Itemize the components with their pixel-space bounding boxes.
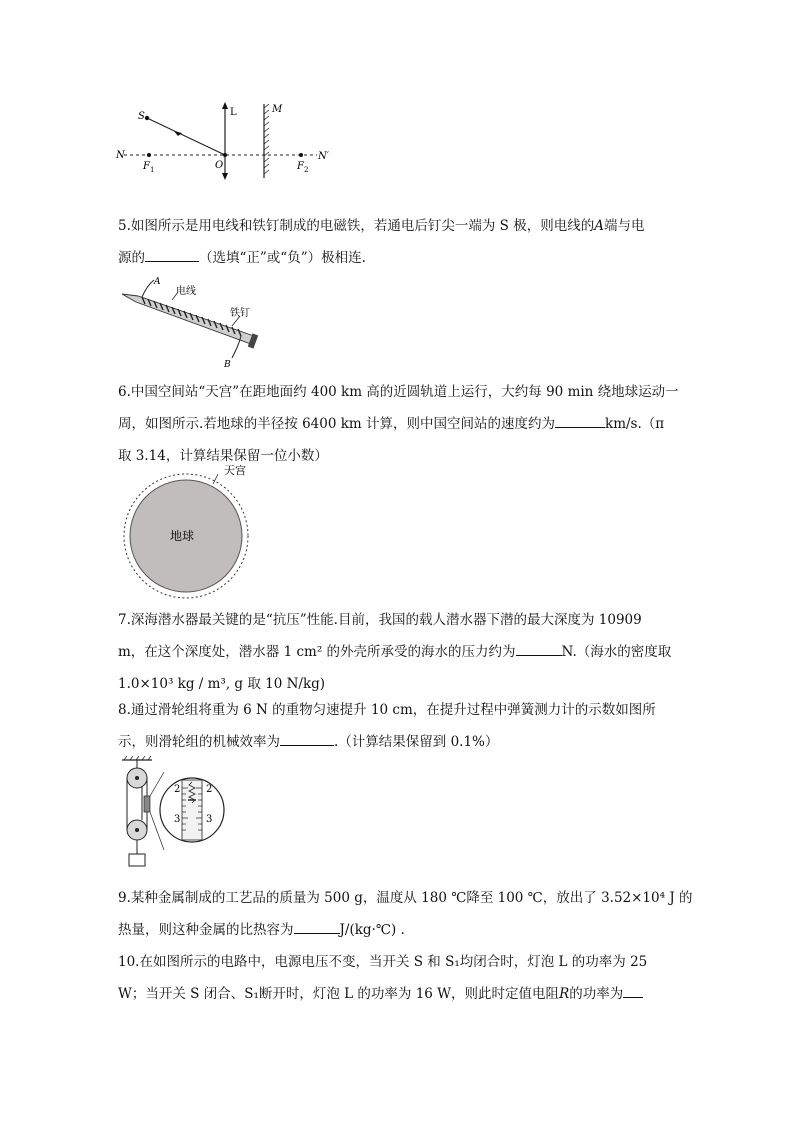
q6-line3: 取 3.14，计算结果保留一位小数） — [118, 448, 328, 464]
q10-line1: 10.在如图所示的电路中，电源电压不变，当开关 S 和 S₁均闭合时，灯泡 L 的功率为 25 — [118, 954, 648, 970]
tick-label-2-left: 2 — [174, 784, 181, 795]
q9-line1: 9.某种金属制成的工艺品的质量为 500 g，温度从 180 ℃降至 100 ℃，放出了 3.52×10⁴ J 的 — [118, 890, 693, 906]
optics-figure — [112, 100, 342, 182]
q9-answer-blank[interactable] — [294, 919, 340, 934]
q8-line2-a: 示，则滑轮组的机械效率为 — [118, 734, 280, 750]
label-A: A — [154, 277, 161, 287]
question-5 — [118, 210, 678, 274]
q8-line2-b: .（计算结果保留到 0.1%） — [334, 734, 499, 750]
label-N: N — [116, 150, 125, 161]
pulley-figure — [118, 756, 228, 872]
tick-label-3-right: 3 — [206, 814, 213, 825]
q5-line1: 5.如图所示是用电线和铁钉制成的电磁铁，若通电后钉尖一端为 S 极，则电线的 — [118, 218, 595, 234]
q5-line2-a: 源的 — [118, 250, 145, 266]
label-nail: 铁钉 — [230, 308, 250, 319]
ray-arrow — [174, 131, 182, 136]
question-9 — [118, 882, 693, 946]
nail-figure — [120, 272, 270, 370]
label-F1: F — [143, 161, 150, 172]
question-6 — [118, 376, 678, 472]
point-O — [223, 153, 227, 157]
spring-scale-small — [144, 796, 150, 812]
label-F2: F — [297, 161, 304, 172]
q6-line2-b: km/s.（π — [605, 416, 665, 432]
light-ray — [147, 118, 225, 155]
lens-arrow-up — [222, 102, 228, 109]
q8-line1: 8.通过滑轮组将重为 6 N 的重物匀速提升 10 cm，在提升过程中弹簧测力计的示数如图所 — [118, 702, 656, 718]
q7-line2-a: m，在这个深度处，潜水器 1 cm² 的外壳所承受的海水的压力约为 — [118, 644, 516, 660]
label-F1-sub: 1 — [150, 166, 155, 174]
wire-end-A — [142, 280, 154, 297]
label-S: S — [138, 111, 145, 122]
q10-answer-blank[interactable] — [623, 983, 643, 998]
point-S — [145, 116, 149, 120]
q6-answer-blank[interactable] — [555, 413, 605, 428]
nail-body — [122, 294, 254, 344]
mirror-hatch — [264, 104, 269, 174]
question-8 — [118, 694, 678, 758]
q6-line1: 6.中国空间站“天宫”在距地面约 400 km 高的近圆轨道上运行，大约每 90 min 绕地球运动一 — [118, 384, 679, 400]
weight-block — [129, 854, 145, 866]
question-10 — [118, 946, 678, 1010]
q9-line2-b: J/(kg·℃) . — [339, 922, 405, 938]
tick-label-3-left: 3 — [174, 814, 181, 825]
label-earth: 地球 — [170, 529, 195, 543]
label-B: B — [224, 360, 231, 370]
q7-answer-blank[interactable] — [516, 641, 562, 656]
q5-answer-blank[interactable] — [145, 247, 199, 262]
label-wire: 电线 — [176, 286, 196, 297]
q8-answer-blank[interactable] — [280, 731, 334, 746]
wire-end-B — [232, 336, 241, 358]
q10-italic-R: R — [559, 986, 570, 1002]
q10-line2-b: 的功率为 — [569, 986, 624, 1002]
q9-line2-a: 热量，则这种金属的比热容为 — [118, 922, 294, 938]
label-F2-sub: 2 — [304, 166, 309, 174]
label-station: 天宫 — [224, 464, 246, 477]
lens-arrow-down — [222, 173, 228, 180]
label-M: M — [272, 104, 283, 115]
q7-line3: 1.0×10³ kg / m³, g 取 10 N/kg) — [118, 676, 326, 692]
q7-line1: 7.深海潜水器最关键的是“抗压”性能.目前，我国的载人潜水器下潜的最大深度为 10909 — [118, 612, 642, 628]
q5-italic-A: A — [594, 218, 604, 234]
q5-line1-end: 端与电 — [603, 218, 645, 234]
q5-line2-b: （选填“正”或“负”）极相连. — [199, 250, 366, 266]
earth-orbit-figure — [118, 460, 258, 600]
label-L: L — [230, 107, 237, 118]
q7-line2-b: N.（海水的密度取 — [561, 644, 672, 660]
q10-line2-a: W；当开关 S 闭合、S₁断开时，灯泡 L 的功率为 16 W，则此时定值电阻 — [118, 986, 560, 1002]
q6-line2-a: 周，如图所示.若地球的半径按 6400 km 计算，则中国空间站的速度约为 — [118, 416, 556, 432]
focus-F2 — [299, 153, 303, 157]
tick-label-2-right: 2 — [206, 784, 213, 795]
label-O: O — [215, 160, 224, 171]
label-N-prime: N′ — [318, 151, 330, 162]
question-7 — [118, 604, 678, 700]
focus-F1 — [147, 153, 151, 157]
